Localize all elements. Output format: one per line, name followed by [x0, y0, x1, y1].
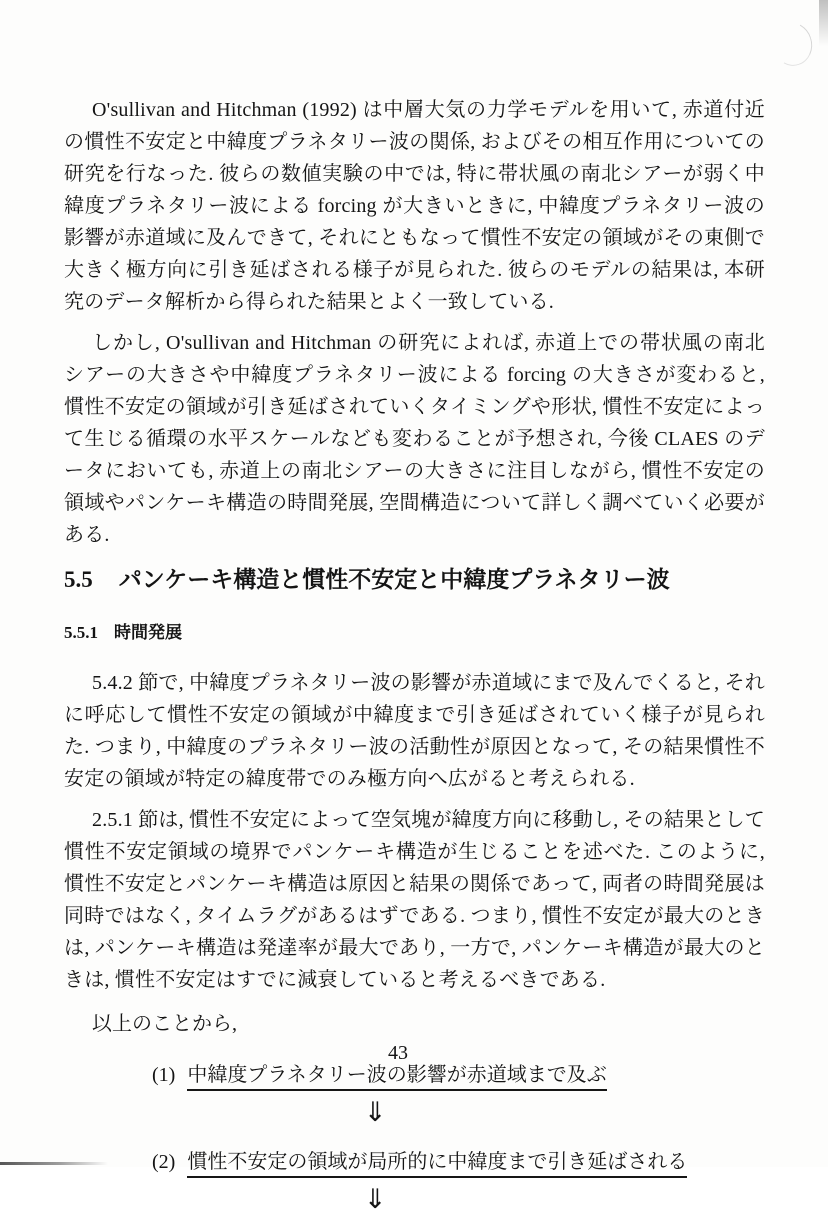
section-number: 5.5 — [64, 567, 93, 592]
page-number: 43 — [388, 1042, 408, 1064]
scan-edge-shadow — [819, 0, 828, 46]
subsection-heading — [64, 621, 765, 645]
double-down-arrow-icon: ⇓ — [363, 1097, 387, 1128]
paragraph-future-work: しかし, O'sullivan and Hitchman の研究によれば, 赤道上での帯状風の南北シアーの大きさや中緯度プラネタリー波による forcing の大きさが変わると, 慣性不安定の領域が引き延ばされていくタイミングや形状, 慣性不安定によって生じる循環の水平スケールなども変わることが予想され, 今後 CLAES のデータにおいても, 赤道上の南北シアーの大きさに注目しながら, 慣性不安定の領域やパンケーキ構造の時間発展, 空間構造について詳しく調べていく必要がある. — [64, 332, 765, 546]
flow-step-1-text: 中緯度プラネタリー波の影響が赤道域まで及ぶ — [187, 1064, 606, 1091]
page-curl-mark — [766, 17, 818, 71]
flow-step-1-marker: (1) — [152, 1064, 176, 1086]
section-title: パンケーキ構造と慣性不安定と中緯度プラネタリー波 — [118, 567, 670, 593]
subsection-number: 5.5.1 — [64, 623, 98, 642]
section-heading — [64, 565, 765, 595]
paragraph-time-evolution: 5.4.2 節で, 中緯度プラネタリー波の影響が赤道域にまで及んでくると, それに呼応して慣性不安定の領域が中緯度まで引き延ばされていく様子が見られた. つまり, 中緯度のプラネタリー波の活動性が原因となって, その結果慣性不安定の領域が特定の緯度帯でのみ極方向へ広がると考えられる. — [64, 672, 765, 790]
flow-step-2-marker: (2) — [152, 1151, 176, 1173]
flow-step-2-text: 慣性不安定の領域が局所的に中緯度まで引き延ばされる — [187, 1151, 687, 1178]
subsection-title: 時間発展 — [114, 623, 182, 643]
paragraph-cause-effect: 2.5.1 節は, 慣性不安定によって空気塊が緯度方向に移動し, その結果として慣性不安定領域の境界でパンケーキ構造が生じることを述べた. このように, 慣性不安定とパンケーキ構造は原因と結果の関係であって, 両者の時間発展は同時ではなく, タイムラグがあるはずである. つまり, 慣性不安定が最大のときは, パンケーキ構造は発達率が最大であり, 一方で, パンケーキ構造が最大のときは, 慣性不安定はすでに減衰していると考えるべきである. — [64, 809, 765, 991]
conclusion-lead-in: 以上のことから, — [92, 1013, 237, 1035]
paragraph-osullivan-model: O'sullivan and Hitchman (1992) は中層大気の力学モデルを用いて, 赤道付近の慣性不安定と中緯度プラネタリー波の関係, およびその相互作用についての研究を行なった. 彼らの数値実験の中では, 特に帯状風の南北シアーが弱く中緯度プラネタリー波による forcing が大きいときに, 中緯度プラネタリー波の影響が赤道域に及んできて, それにともなって慣性不安定の領域がその東側で大きく極方向に引き延ばされる様子が見られた. 彼らのモデルの結果は, 本研究のデータ解析から得られた結果とよく一致している. — [64, 99, 765, 313]
conclusion-flow — [152, 1060, 765, 1214]
flow-step-2 — [152, 1147, 765, 1177]
double-down-arrow-icon: ⇓ — [363, 1184, 387, 1215]
